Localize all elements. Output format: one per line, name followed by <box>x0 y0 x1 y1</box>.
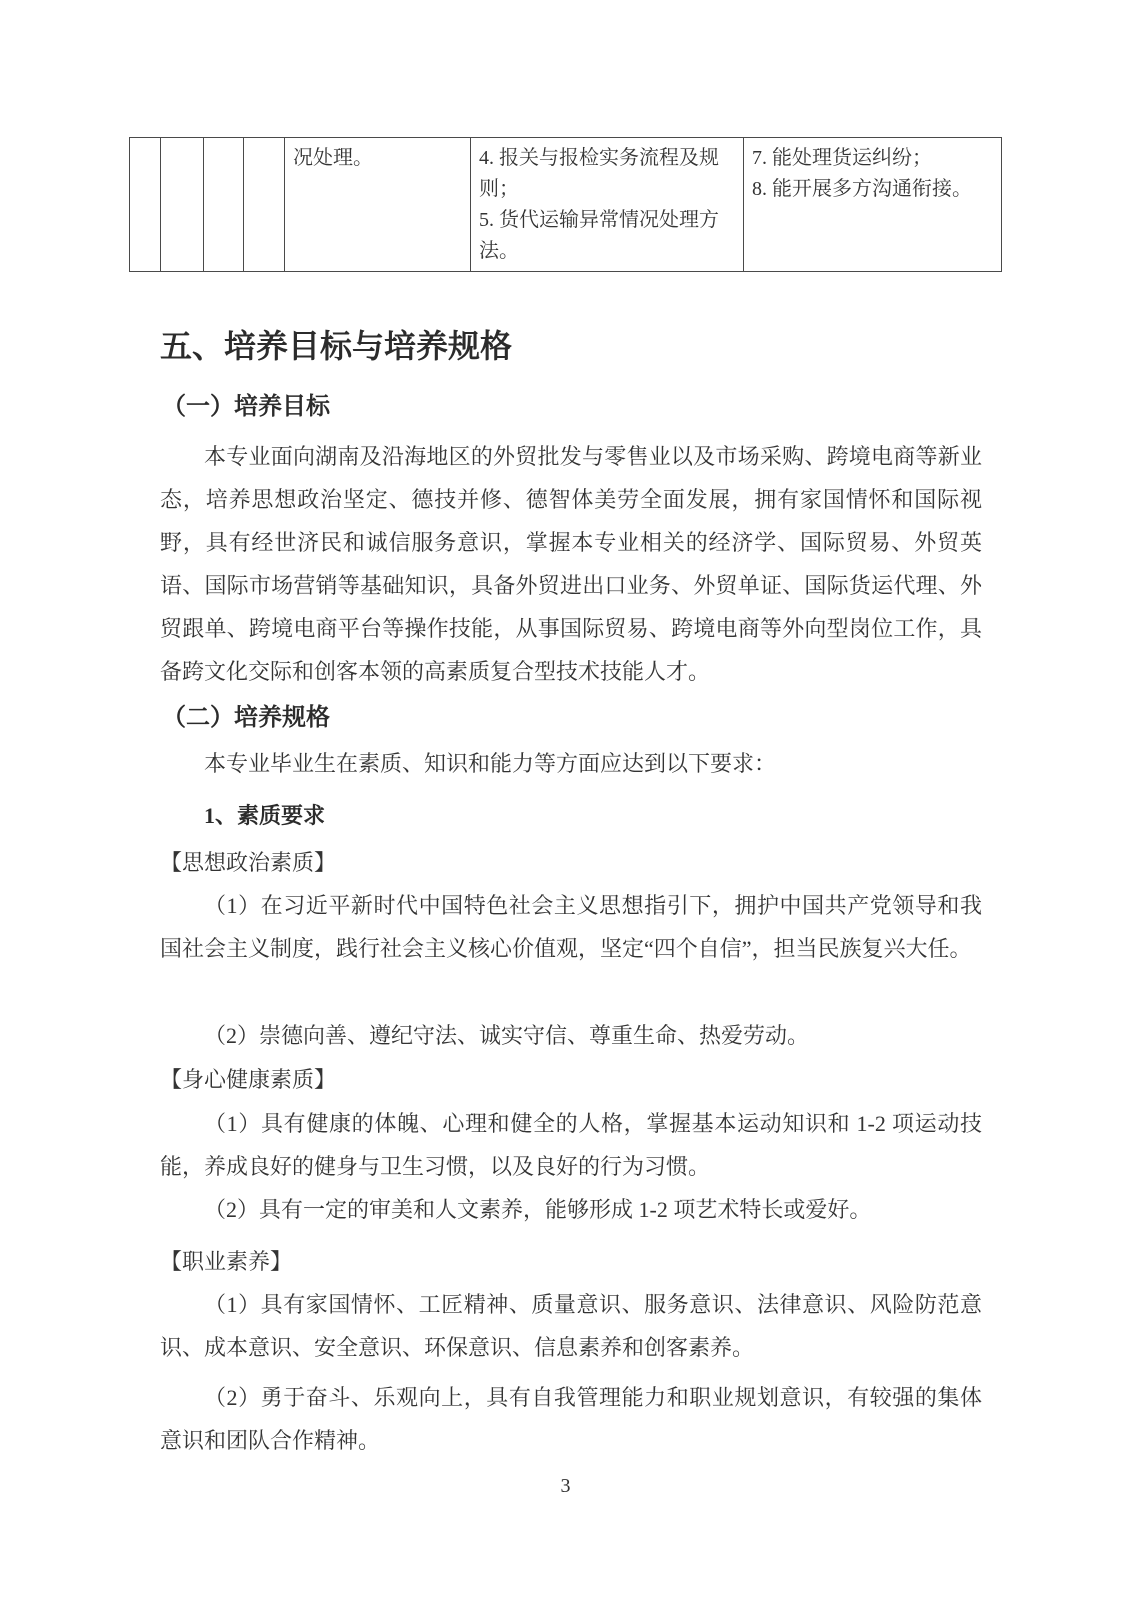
professional-item-2: （2）勇于奋斗、乐观向上，具有自我管理能力和职业规划意识，有较强的集体意识和团队合作精神。 <box>160 1385 982 1453</box>
health-item-1: （1）具有健康的体魄、心理和健全的人格，掌握基本运动知识和 1-2 项运动技能，养成良好的健身与卫生习惯，以及良好的行为习惯。 <box>160 1111 982 1179</box>
ideology-item-2: （2）崇德向善、遵纪守法、诚实守信、尊重生命、热爱劳动。 <box>204 1023 810 1048</box>
subsection-heading-2: （二）培养规格 <box>162 704 330 731</box>
section-heading: 五、培养目标与培养规格 <box>160 328 513 364</box>
label-ideology-quality: 【思想政治素质】 <box>160 850 337 875</box>
table-text: 5. 货代运输异常情况处理方法。 <box>479 209 719 262</box>
ideology-item-1: （1）在习近平新时代中国特色社会主义思想指引下，拥护中国共产党领导和我国社会主义制度，践行社会主义核心价值观，坚定“四个自信”，担当民族复兴大任。 <box>160 893 982 961</box>
table-cell-empty-1 <box>130 138 161 271</box>
health-item-2: （2）具有一定的审美和人文素养，能够形成 1-2 项艺术特长或爱好。 <box>204 1197 872 1222</box>
content-table <box>129 137 1002 272</box>
table-text: 4. 报关与报检实务流程及规则； <box>479 147 719 200</box>
professional-item-1: （1）具有家国情怀、工匠精神、质量意识、服务意识、法律意识、风险防范意识、成本意识、安全意识、环保意识、信息素养和创客素养。 <box>160 1292 982 1360</box>
table-cell-ability <box>744 138 1001 271</box>
table-text: 7. 能处理货运纠纷； <box>752 147 932 169</box>
table-cell-situation <box>285 138 471 271</box>
subsection-heading-quality: 1、素质要求 <box>204 803 326 828</box>
table-text: 况处理。 <box>293 147 373 169</box>
paragraph-spec-intro: 本专业毕业生在素质、知识和能力等方面应达到以下要求： <box>204 751 777 776</box>
paragraph-training-objective: 本专业面向湖南及沿海地区的外贸批发与零售业以及市场采购、跨境电商等新业态，培养思想政治坚定、德技并修、德智体美劳全面发展，拥有家国情怀和国际视野，具有经世济民和诚信服务意识，掌握本专业相关的经济学、国际贸易、外贸英语、国际市场营销等基础知识，具备外贸进出口业务、外贸单证、国际货运代理、外贸跟单、跨境电商平台等操作技能，从事国际贸易、跨境电商等外向型岗位工作，具备跨文化交际和创客本领的高素质复合型技术技能人才。 <box>160 444 982 684</box>
subsection-heading-1: （一）培养目标 <box>162 393 330 420</box>
table-text: 8. 能开展多方沟通衔接。 <box>752 178 972 200</box>
table-cell-empty-4 <box>244 138 285 271</box>
page-number: 3 <box>560 1475 571 1497</box>
table-cell-empty-2 <box>161 138 204 271</box>
table-cell-knowledge <box>471 138 744 271</box>
label-health-quality: 【身心健康素质】 <box>160 1067 337 1092</box>
table-cell-empty-3 <box>204 138 244 271</box>
label-professional-quality: 【职业素养】 <box>160 1249 293 1274</box>
